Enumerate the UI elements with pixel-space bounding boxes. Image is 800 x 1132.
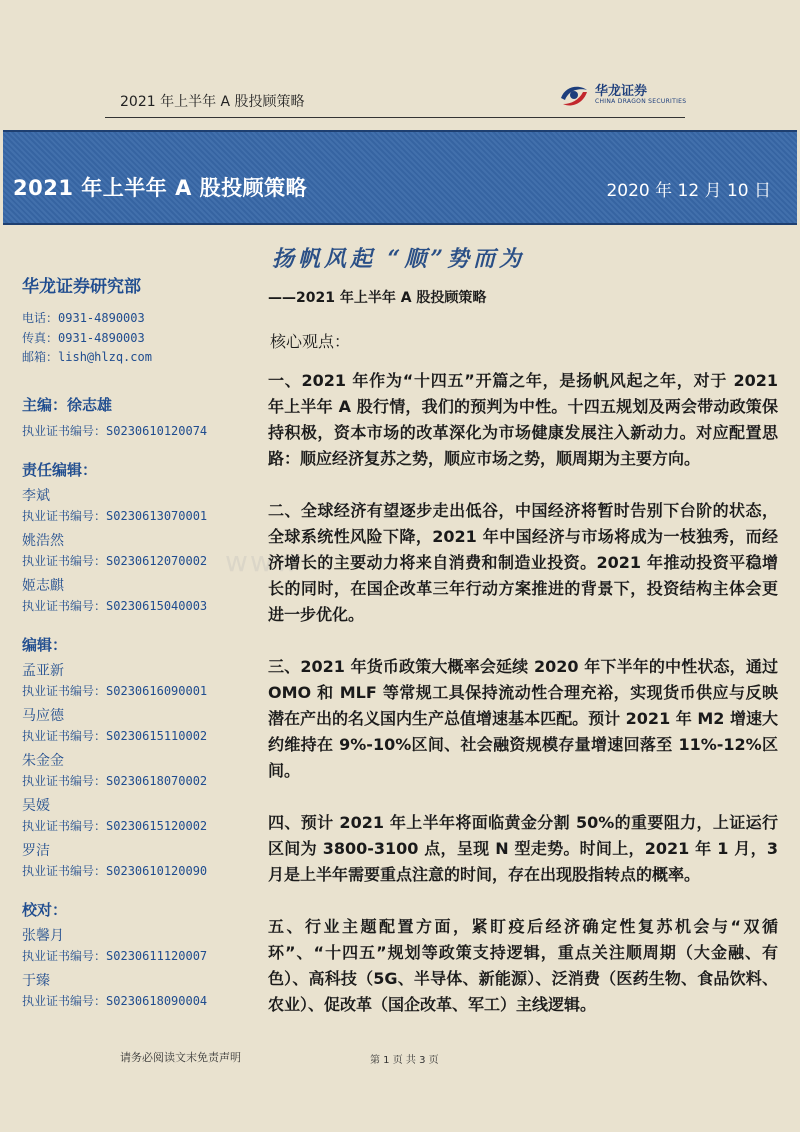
proofreader-cert xyxy=(22,946,262,966)
compiler-name: 吴媛 xyxy=(22,797,50,814)
editor-name: 李斌 xyxy=(22,487,50,504)
dragon-logo-icon xyxy=(557,78,591,112)
watermark: www xyxy=(225,545,300,578)
fax-value: 0931-4890003 xyxy=(58,330,145,345)
lead-name: 徐志雄 xyxy=(67,395,113,414)
cert-label: 执业证书编号： xyxy=(22,993,107,1008)
cert-label: 执业证书编号： xyxy=(22,683,107,698)
contact-email xyxy=(22,348,262,368)
editor-cert xyxy=(22,551,262,571)
editor-cert xyxy=(22,596,262,616)
editors-heading: 责任编辑： xyxy=(22,460,98,479)
main-content xyxy=(268,242,778,1018)
cert-label: 执业证书编号： xyxy=(22,508,107,523)
compiler-name: 马应德 xyxy=(22,707,64,724)
fax-label: 传真： xyxy=(22,330,59,345)
banner-date: 2020 年 12 月 10 日 xyxy=(606,181,771,201)
compiler-name: 朱金金 xyxy=(22,752,64,769)
core-views-label: 核心观点： xyxy=(270,332,351,351)
cert-label: 执业证书编号： xyxy=(22,863,107,878)
editor-cert xyxy=(22,506,262,526)
subtitle: ——2021 年上半年 A 股投顾策略 xyxy=(268,290,487,306)
compiler-cert xyxy=(22,681,262,701)
proofreader-name: 于臻 xyxy=(22,972,50,989)
lead-cert xyxy=(22,421,262,441)
view-paragraph: 五、行业主题配置方面，紧盯疫后经济确定性复苏机会与“双循环”、“十四五”规划等政策支持逻辑，重点关注顺周期（大金融、有色）、高科技（5G、半导体、新能源）、泛消费（医药生物、食品饮料、农业）、促改革（国企改革、军工）主线逻辑。 xyxy=(268,917,778,1014)
cert-label: 执业证书编号： xyxy=(22,553,107,568)
cert-value: S0230611120007 xyxy=(106,948,208,963)
editor-name: 姬志麒 xyxy=(22,577,64,594)
header-rule xyxy=(105,117,685,118)
phone-value: 0931-4890003 xyxy=(58,311,145,325)
banner-title: 2021 年上半年 A 股投顾策略 xyxy=(13,176,308,200)
view-paragraph: 三、2021 年货币政策大概率会延续 2020 年下半年的中性状态，通过 OMO 和 MLF 等常规工具保持流动性合理充裕，实现货币供应与反映潜在产出的名义国内生产总值增速基本匹配。预计 2021 年 M2 增速大约维持在 9%-10%区间、社会融资规模存量增速回落至 11%-12%区间。 xyxy=(268,657,778,780)
cert-label: 执业证书编号： xyxy=(22,818,107,833)
compiler-cert xyxy=(22,816,262,836)
proofreader-name: 张馨月 xyxy=(22,927,64,944)
slogan: 扬帆风起 “顺”势而为 xyxy=(272,246,525,272)
contact-fax xyxy=(22,329,262,349)
email-value[interactable]: lish@hlzq.com xyxy=(58,350,152,364)
phone-label: 电话： xyxy=(22,311,59,325)
view-paragraph: 四、预计 2021 年上半年将面临黄金分割 50%的重要阻力，上证运行区间为 3800-3100 点，呈现 N 型走势。时间上，2021 年 1 月，3 月是上半年需要重点注意的时间，存在出现股指转点的概率。 xyxy=(268,813,778,884)
cert-value: S0230613070001 xyxy=(106,508,208,523)
compilers-heading: 编辑： xyxy=(22,635,68,654)
editors-list xyxy=(22,486,262,616)
proofreaders-list xyxy=(22,926,262,1011)
compiler-cert xyxy=(22,726,262,746)
cert-value: S0230615120002 xyxy=(106,818,208,833)
cert-value: S0230615040003 xyxy=(106,598,208,613)
compiler-name: 孟亚新 xyxy=(22,662,64,679)
logo-cn-text: 华龙证券 xyxy=(595,84,648,99)
cert-label: 执业证书编号： xyxy=(22,728,107,743)
view-paragraph: 一、2021 年作为“十四五”开篇之年，是扬帆风起之年，对于 2021 年上半年 A 股行情，我们的预判为中性。十四五规划及两会带动政策保持积极，资本市场的改革深化为市场健康发展注入新动力。对应配置思路：顺应经济复苏之势，顺应市场之势，顺周期为主要方向。 xyxy=(268,371,778,468)
cert-value: S0230610120074 xyxy=(106,423,208,438)
logo-en-text: CHINA DRAGON SECURITIES xyxy=(595,98,687,105)
proofreader-cert xyxy=(22,991,262,1011)
view-paragraph: 二、全球经济有望逐步走出低谷，中国经济将暂时告别下台阶的状态，全球系统性风险下降，2021 年中国经济与市场将成为一枝独秀，而经济增长的主要动力将来自消费和制造业投资。2021 年推动投资平稳增长的同时，在国企改革三年行动方案推进的背景下，投资结构主体会更进一步优化。 xyxy=(268,501,778,624)
cert-value: S0230612070002 xyxy=(106,553,208,568)
lead-label: 主编： xyxy=(22,395,68,414)
cert-value: S0230616090001 xyxy=(106,683,208,698)
editor-name: 姚浩然 xyxy=(22,532,64,549)
dept-name: 华龙证券研究部 xyxy=(22,277,141,297)
contact-phone xyxy=(22,309,262,329)
compiler-cert xyxy=(22,861,262,881)
compiler-cert xyxy=(22,771,262,791)
footer-disclaimer: 请务必阅读文末免责声明 xyxy=(120,1051,241,1064)
cert-label: 执业证书编号： xyxy=(22,773,107,788)
compilers-list xyxy=(22,661,262,881)
lead-editor-heading xyxy=(22,394,262,415)
cert-value: S0230610120090 xyxy=(106,863,208,878)
compiler-name: 罗洁 xyxy=(22,842,50,859)
cert-label: 执业证书编号： xyxy=(22,598,107,613)
header-title: 2021 年上半年 A 股投顾策略 xyxy=(120,94,305,110)
cert-value: S0230618090004 xyxy=(106,993,208,1008)
cert-label: 执业证书编号： xyxy=(22,423,107,438)
company-logo xyxy=(557,78,697,112)
title-banner xyxy=(3,130,797,225)
email-label: 邮箱： xyxy=(22,350,59,364)
proofread-heading: 校对： xyxy=(22,900,68,919)
page-number: 第 1 页 共 3 页 xyxy=(370,1055,439,1066)
cert-value: S0230615110002 xyxy=(106,728,208,743)
cert-value: S0230618070002 xyxy=(106,773,208,788)
sidebar xyxy=(22,272,262,1016)
cert-label: 执业证书编号： xyxy=(22,948,107,963)
